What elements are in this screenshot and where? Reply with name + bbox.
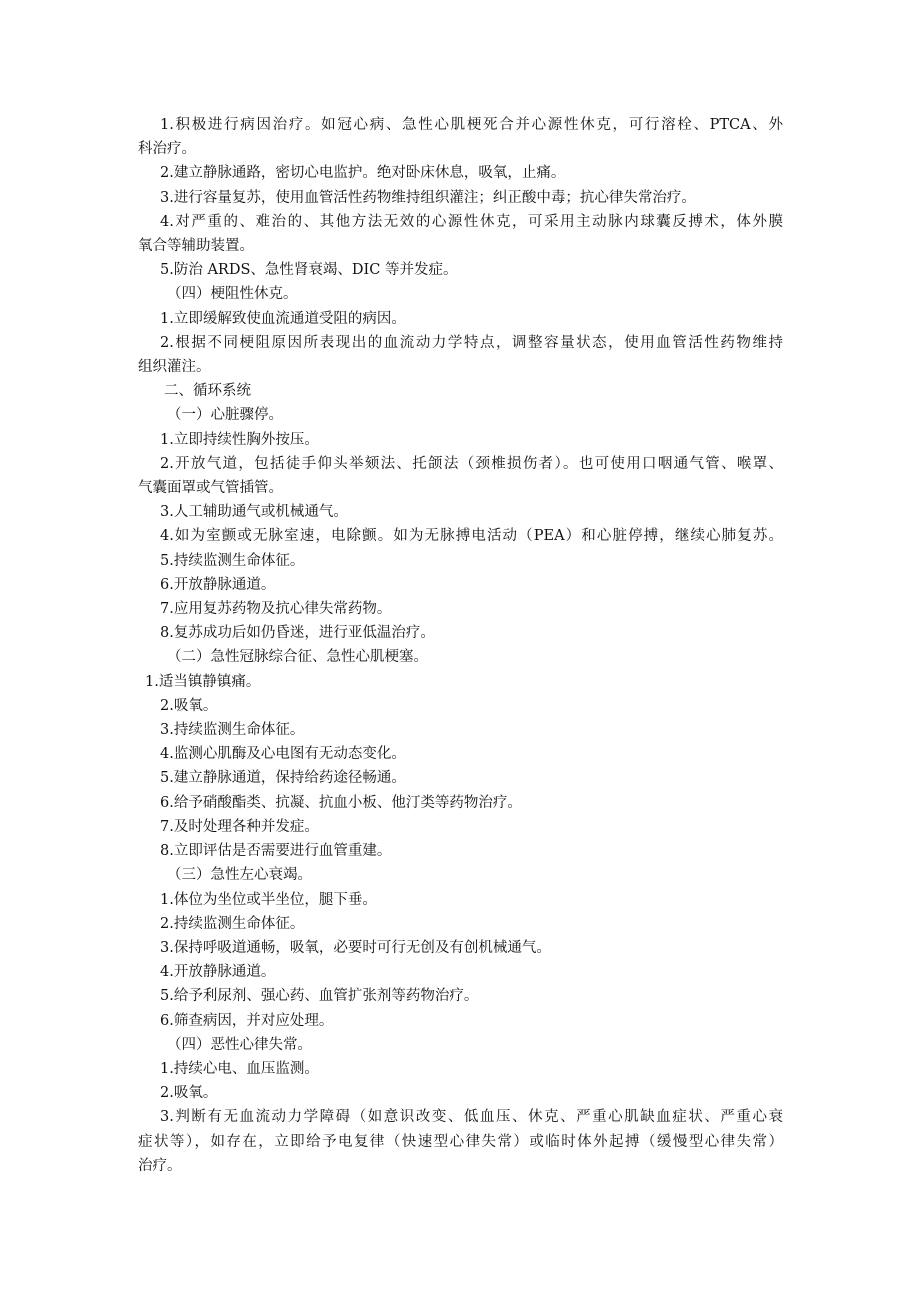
text-line: （四）梗阻性休克。 xyxy=(167,286,298,303)
text-line: 治疗。 xyxy=(138,1157,182,1174)
text-line: 8.立即评估是否需要进行血管重建。 xyxy=(160,843,392,860)
text-line: （四）恶性心律失常。 xyxy=(167,1036,312,1053)
text-line: 3.人工辅助通气或机械通气。 xyxy=(160,504,348,521)
text-line: 7.及时处理各种并发症。 xyxy=(160,818,319,835)
text-line: （三）急性左心衰竭。 xyxy=(167,867,312,884)
text-line: 科治疗。 xyxy=(138,141,196,158)
document-page xyxy=(138,113,783,1178)
text-line: 4.如为室颤或无脉室速，电除颤。如为无脉搏电活动（PEA）和心脏停搏，继续心肺复苏。 xyxy=(160,528,783,545)
text-line: 2.吸氧。 xyxy=(160,697,218,714)
text-line: （二）急性冠脉综合征、急性心肌梗塞。 xyxy=(167,649,428,666)
text-line: 1.积极进行病因治疗。如冠心病、急性心肌梗死合并心源性休克，可行溶栓、PTCA、外 xyxy=(160,117,783,133)
text-line: 1.立即持续性胸外按压。 xyxy=(160,431,319,448)
text-line: 5.持续监测生命体征。 xyxy=(160,552,305,569)
text-line: 1.持续心电、血压监测。 xyxy=(160,1060,319,1077)
text-line: 1.立即缓解致使血流通道受阻的病因。 xyxy=(160,310,406,327)
text-line: 2.开放气道，包括徒手仰头举颏法、托颌法（颈椎损伤者）。也可使用口咽通气管、喉罩、 xyxy=(160,455,783,472)
text-line: 氧合等辅助装置。 xyxy=(138,238,254,255)
text-line: 3.判断有无血流动力学障碍（如意识改变、低血压、休克、严重心肌缺血症状、严重心衰 xyxy=(160,1109,783,1126)
text-line: 8.复苏成功后如仍昏迷，进行亚低温治疗。 xyxy=(160,625,435,642)
text-line: 2.根据不同梗阻原因所表现出的血流动力学特点，调整容量状态，使用血管活性药物维持 xyxy=(160,334,783,351)
text-line: 症状等），如存在，立即给予电复律（快速型心律失常）或临时体外起搏（缓慢型心律失常） xyxy=(138,1133,783,1150)
text-line: 3.进行容量复苏，使用血管活性药物维持组织灌注；纠正酸中毒；抗心律失常治疗。 xyxy=(160,189,696,206)
text-line: 3.持续监测生命体征。 xyxy=(160,722,305,739)
text-line: 7.应用复苏药物及抗心律失常药物。 xyxy=(160,601,392,618)
text-line: 组织灌注。 xyxy=(138,359,211,376)
text-line: 5.防治 ARDS、急性肾衰竭、DIC 等并发症。 xyxy=(160,262,458,279)
text-line: 6.开放静脉通道。 xyxy=(160,576,276,593)
text-line: 3.保持呼吸道通畅，吸氧，必要时可行无创及有创机械通气。 xyxy=(160,939,551,956)
text-line: 4.开放静脉通道。 xyxy=(160,964,276,981)
text-line: （一）心脏骤停。 xyxy=(167,407,283,424)
text-line: 气囊面罩或气管插管。 xyxy=(138,480,283,497)
text-line: 2.吸氧。 xyxy=(160,1085,218,1102)
text-line: 4.对严重的、难治的、其他方法无效的心源性休克，可采用主动脉内球囊反搏术，体外膜 xyxy=(160,213,783,230)
text-line: 5.给予利尿剂、强心药、血管扩张剂等药物治疗。 xyxy=(160,988,479,1005)
text-line: 6.筛查病因，并对应处理。 xyxy=(160,1012,334,1029)
text-line: 5.建立静脉通道，保持给药途径畅通。 xyxy=(160,770,406,787)
text-line: 2.建立静脉通路，密切心电监护。绝对卧床休息，吸氧，止痛。 xyxy=(160,165,566,182)
text-line: 1.体位为坐位或半坐位，腿下垂。 xyxy=(160,891,377,908)
text-line: 1.适当镇静镇痛。 xyxy=(145,673,261,690)
text-line: 4.监测心肌酶及心电图有无动态变化。 xyxy=(160,746,406,763)
text-line: 6.给予硝酸酯类、抗凝、抗血小板、他汀类等药物治疗。 xyxy=(160,794,522,811)
text-line: 2.持续监测生命体征。 xyxy=(160,915,305,932)
text-line: 二、循环系统 xyxy=(164,383,251,400)
